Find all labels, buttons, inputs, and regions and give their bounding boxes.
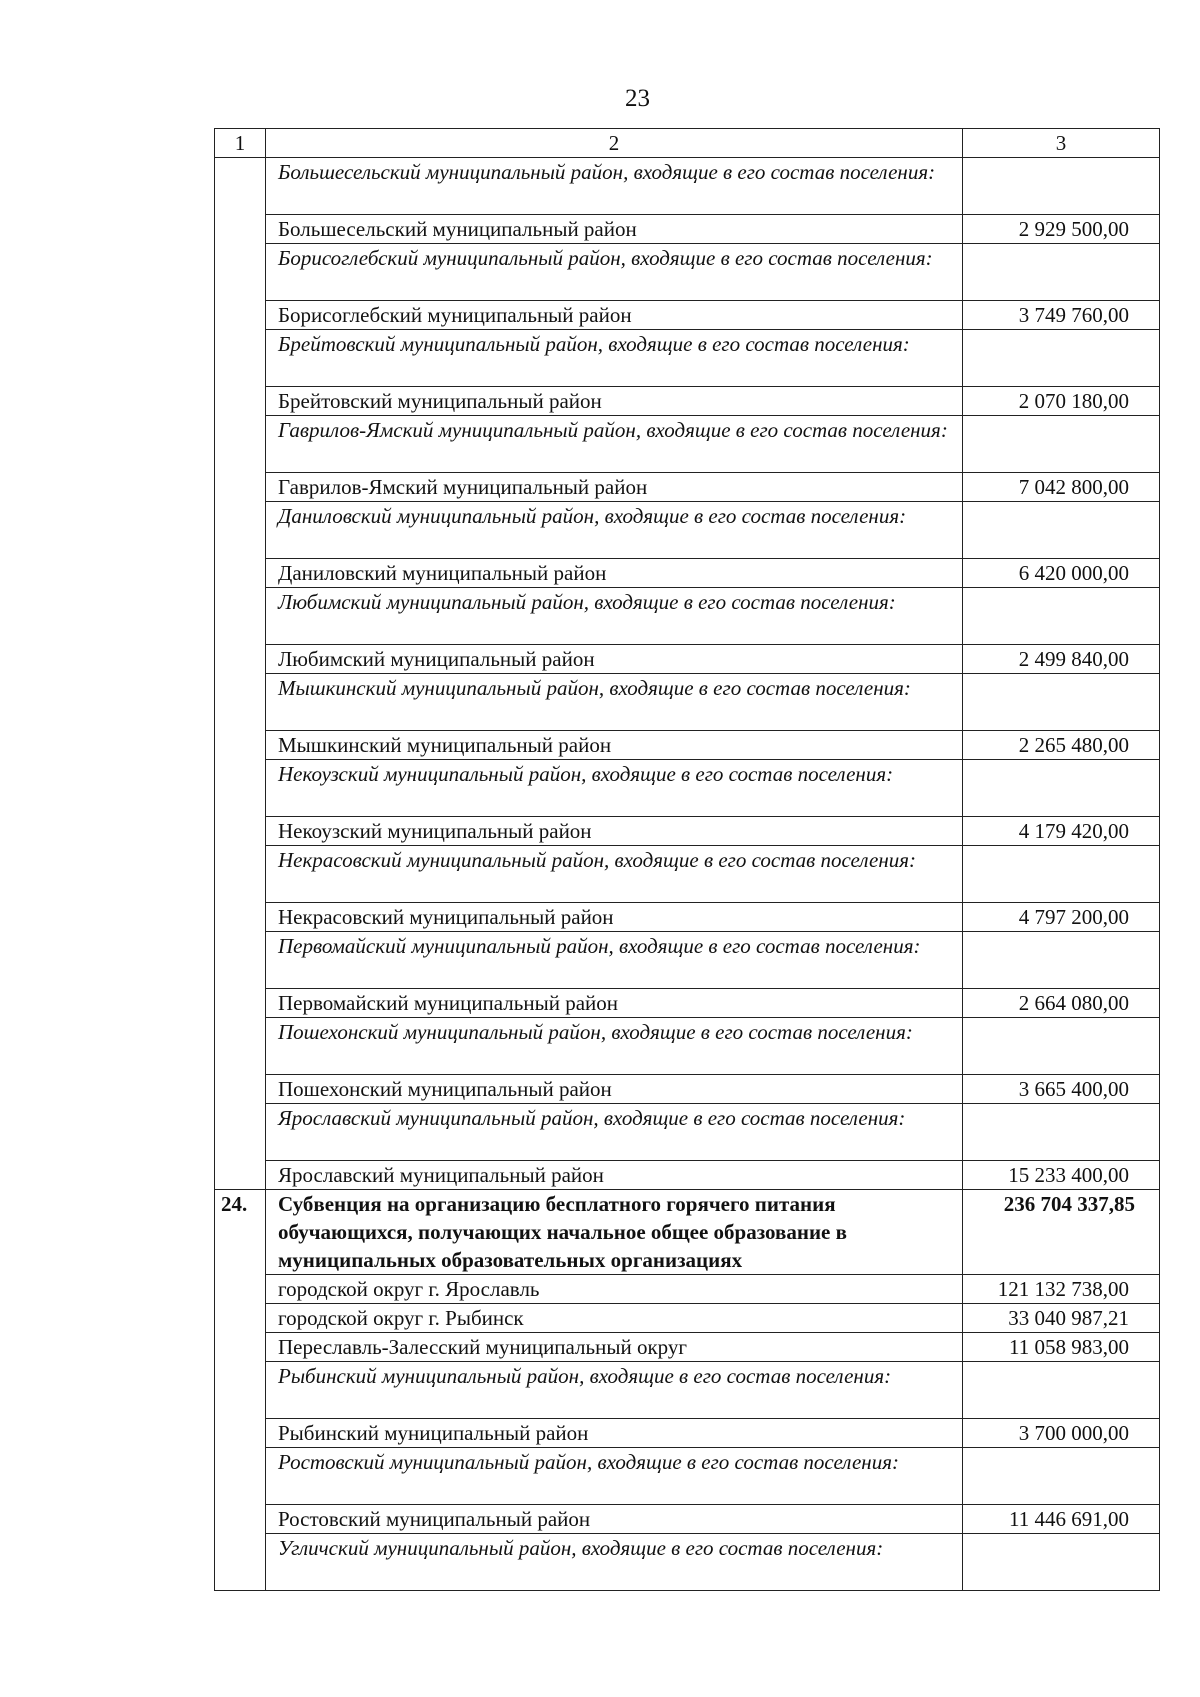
table-row — [215, 1362, 1160, 1419]
district-name: Некоузский муниципальный район — [266, 817, 963, 846]
table-row — [215, 846, 1160, 903]
amount-value: 11 446 691,00 — [963, 1505, 1160, 1534]
table-row — [215, 1161, 1160, 1190]
district-group-label: Борисоглебский муниципальный район, входящие в его состав поселения: — [266, 244, 963, 301]
district-name: Большесельский муниципальный район — [266, 215, 963, 244]
header-col-1: 1 — [215, 129, 266, 158]
table-row — [215, 817, 1160, 846]
empty-value-cell — [963, 588, 1160, 645]
district-name: Пошехонский муниципальный район — [266, 1075, 963, 1104]
table-row — [215, 760, 1160, 817]
empty-value-cell — [963, 1104, 1160, 1161]
table-row — [215, 244, 1160, 301]
table-row — [215, 387, 1160, 416]
table-row — [215, 1448, 1160, 1505]
amount-value: 4 797 200,00 — [963, 903, 1160, 932]
table-row — [215, 416, 1160, 473]
empty-value-cell — [963, 1448, 1160, 1505]
district-group-label: Пошехонский муниципальный район, входящие в его состав поселения: — [266, 1018, 963, 1075]
amount-value: 15 233 400,00 — [963, 1161, 1160, 1190]
table-row — [215, 1419, 1160, 1448]
table-row — [215, 674, 1160, 731]
table-row — [215, 559, 1160, 588]
district-name: Первомайский муниципальный район — [266, 989, 963, 1018]
district-name: Борисоглебский муниципальный район — [266, 301, 963, 330]
page-number: 23 — [625, 85, 650, 112]
section-total: 236 704 337,85 — [963, 1190, 1160, 1275]
table-row — [215, 645, 1160, 674]
section-number-cell — [215, 158, 266, 1190]
empty-value-cell — [963, 1018, 1160, 1075]
table-row — [215, 301, 1160, 330]
table-header-row — [215, 129, 1160, 158]
district-group-label: Рыбинский муниципальный район, входящие в его состав поселения: — [266, 1362, 963, 1419]
amount-value: 4 179 420,00 — [963, 817, 1160, 846]
section-number: 24. — [215, 1190, 266, 1591]
table-row — [215, 932, 1160, 989]
district-name: Некрасовский муниципальный район — [266, 903, 963, 932]
table-row — [215, 1505, 1160, 1534]
table-row — [215, 158, 1160, 215]
empty-value-cell — [963, 932, 1160, 989]
table-row — [215, 215, 1160, 244]
table-row — [215, 903, 1160, 932]
district-name: городской округ г. Ярославль — [266, 1275, 963, 1304]
table-row — [215, 588, 1160, 645]
amount-value: 2 664 080,00 — [963, 989, 1160, 1018]
district-name: Ярославский муниципальный район — [266, 1161, 963, 1190]
district-name: Переславль-Залесский муниципальный округ — [266, 1333, 963, 1362]
table-row — [215, 1304, 1160, 1333]
district-group-label: Любимский муниципальный район, входящие в его состав поселения: — [266, 588, 963, 645]
empty-value-cell — [963, 330, 1160, 387]
district-name: Ростовский муниципальный район — [266, 1505, 963, 1534]
empty-value-cell — [963, 760, 1160, 817]
amount-value: 2 499 840,00 — [963, 645, 1160, 674]
amount-value: 11 058 983,00 — [963, 1333, 1160, 1362]
amount-value: 6 420 000,00 — [963, 559, 1160, 588]
district-group-label: Ярославский муниципальный район, входящие в его состав поселения: — [266, 1104, 963, 1161]
district-group-label: Брейтовский муниципальный район, входящие в его состав поселения: — [266, 330, 963, 387]
empty-value-cell — [963, 244, 1160, 301]
table-row — [215, 473, 1160, 502]
subvention-table — [214, 128, 1160, 1591]
empty-value-cell — [963, 416, 1160, 473]
table-row — [215, 330, 1160, 387]
empty-value-cell — [963, 1534, 1160, 1591]
district-group-label: Гаврилов-Ямский муниципальный район, входящие в его состав поселения: — [266, 416, 963, 473]
amount-value: 33 040 987,21 — [963, 1304, 1160, 1333]
district-group-label: Большесельский муниципальный район, входящие в его состав поселения: — [266, 158, 963, 215]
table-row — [215, 989, 1160, 1018]
amount-value: 7 042 800,00 — [963, 473, 1160, 502]
header-col-3: 3 — [963, 129, 1160, 158]
amount-value: 2 929 500,00 — [963, 215, 1160, 244]
district-name: Даниловский муниципальный район — [266, 559, 963, 588]
district-name: Рыбинский муниципальный район — [266, 1419, 963, 1448]
amount-value: 3 749 760,00 — [963, 301, 1160, 330]
empty-value-cell — [963, 1362, 1160, 1419]
district-group-label: Даниловский муниципальный район, входящие в его состав поселения: — [266, 502, 963, 559]
district-group-label: Некрасовский муниципальный район, входящие в его состав поселения: — [266, 846, 963, 903]
empty-value-cell — [963, 158, 1160, 215]
amount-value: 2 070 180,00 — [963, 387, 1160, 416]
amount-value: 2 265 480,00 — [963, 731, 1160, 760]
table-row — [215, 1275, 1160, 1304]
amount-value: 3 665 400,00 — [963, 1075, 1160, 1104]
empty-value-cell — [963, 674, 1160, 731]
district-group-label: Некоузский муниципальный район, входящие в его состав поселения: — [266, 760, 963, 817]
table-row — [215, 1534, 1160, 1591]
amount-value: 3 700 000,00 — [963, 1419, 1160, 1448]
empty-value-cell — [963, 846, 1160, 903]
empty-value-cell — [963, 502, 1160, 559]
table-row — [215, 731, 1160, 760]
district-group-label: Ростовский муниципальный район, входящие в его состав поселения: — [266, 1448, 963, 1505]
district-name: Любимский муниципальный район — [266, 645, 963, 674]
district-group-label: Мышкинский муниципальный район, входящие в его состав поселения: — [266, 674, 963, 731]
table-row — [215, 1075, 1160, 1104]
section-row — [215, 1190, 1160, 1275]
district-name: Брейтовский муниципальный район — [266, 387, 963, 416]
district-name: Гаврилов-Ямский муниципальный район — [266, 473, 963, 502]
table-row — [215, 1104, 1160, 1161]
amount-value: 121 132 738,00 — [963, 1275, 1160, 1304]
district-group-label: Угличский муниципальный район, входящие в его состав поселения: — [266, 1534, 963, 1591]
table-row — [215, 1018, 1160, 1075]
district-name: городской округ г. Рыбинск — [266, 1304, 963, 1333]
district-group-label: Первомайский муниципальный район, входящие в его состав поселения: — [266, 932, 963, 989]
district-name: Мышкинский муниципальный район — [266, 731, 963, 760]
table-row — [215, 1333, 1160, 1362]
section-title: Субвенция на организацию бесплатного горячего питания обучающихся, получающих начальное общее образование в муниципальных образовательных организациях — [266, 1190, 963, 1275]
header-col-2: 2 — [266, 129, 963, 158]
table-row — [215, 502, 1160, 559]
